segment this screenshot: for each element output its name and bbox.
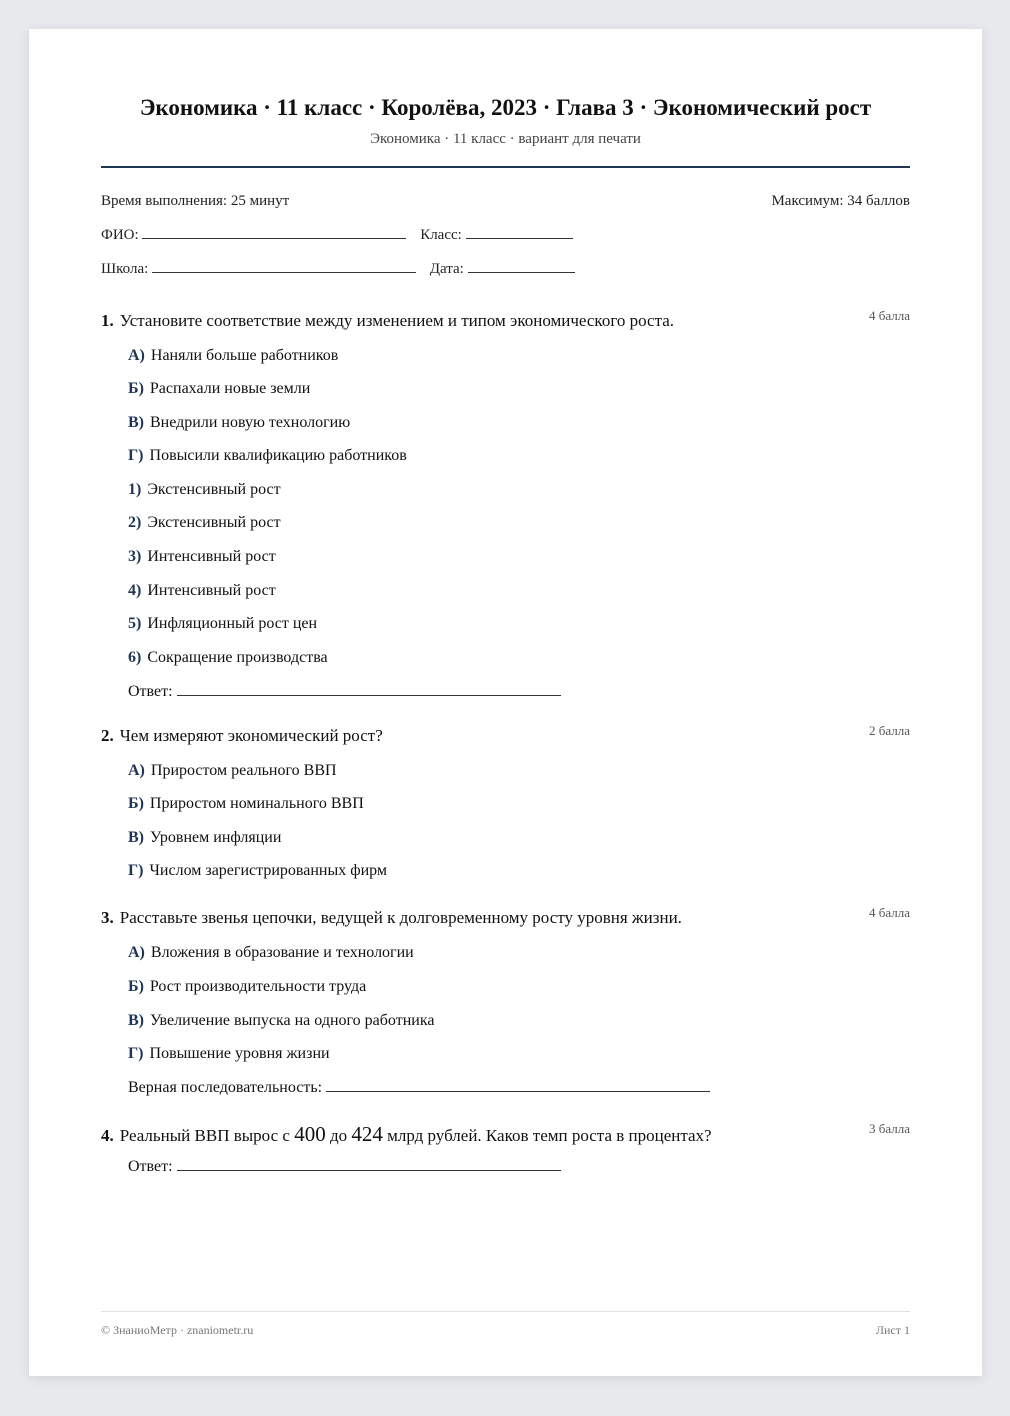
question-points: 2 балла [869,723,910,738]
question-3 [101,905,910,1096]
option-label: Г) [128,447,144,464]
question-head [101,308,910,331]
option-text: Вложения в образование и технологии [150,944,414,961]
option-text: Сокращение производства [147,649,328,666]
option-label: В) [128,1012,144,1029]
answer-label: Ответ: [128,1158,173,1175]
option-item [128,1045,330,1063]
number-from: 400 [294,1122,326,1146]
header-divider [101,166,910,168]
question-number: 2. [101,726,114,745]
date-label: Дата: [429,261,464,277]
question-4 [101,1121,910,1175]
option-text: Повысили квалификацию работников [149,447,407,464]
date-field[interactable] [468,260,575,273]
time-limit: Время выполнения: 25 минут [101,193,290,209]
option-text: Интенсивный рост [147,548,276,565]
option-item [128,380,310,398]
option-text: Числом зарегистрированных фирм [149,862,388,879]
fio-row [101,226,573,244]
question-number: 3. [101,908,114,927]
option-label: Б) [128,795,144,812]
option-item [128,944,414,962]
school-label: Школа: [101,261,149,277]
option-label: В) [128,829,144,846]
option-text: Распахали новые земли [149,380,311,397]
footer-divider [101,1311,910,1312]
option-item [128,481,281,499]
question-text-start: Реальный ВВП вырос с [119,1126,295,1145]
answer-row [128,683,561,701]
sequence-answer-field[interactable] [326,1079,710,1092]
question-points: 3 балла [869,1121,910,1136]
option-label: Б) [128,380,144,397]
question-text-end: млрд рублей. Каков темп роста в процентах? [382,1126,712,1145]
question-1 [101,308,910,700]
question-number: 1. [101,311,114,330]
max-score: Максимум: 34 баллов [771,193,910,209]
option-text: Внедрили новую технологию [150,414,351,431]
option-text: Рост производительности труда [149,978,367,995]
option-item [128,582,276,600]
option-label: 2) [128,514,142,531]
option-label: 4) [128,582,142,599]
option-item [128,795,364,813]
option-text: Уровнем инфляции [150,829,282,846]
option-label: А) [128,762,145,779]
question-text: Расставьте звенья цепочки, ведущей к долговременному росту уровня жизни. [119,908,682,927]
question-text-middle: до [325,1126,352,1145]
option-item [128,649,328,667]
number-to: 424 [351,1122,383,1146]
option-label: А) [128,944,145,961]
option-item [128,447,407,465]
option-item [128,762,337,780]
option-item [128,978,366,996]
option-label: Г) [128,1045,144,1062]
question-head [101,1122,910,1147]
sequence-answer-label: Верная последовательность: [128,1079,323,1096]
answer-label: Ответ: [128,683,173,700]
option-label: 6) [128,649,142,666]
question-head [101,723,910,746]
sequence-answer-row [128,1079,710,1097]
option-label: 1) [128,481,142,498]
page-subtitle: Экономика · 11 класс · вариант для печати [370,131,641,147]
answer-field[interactable] [177,1158,561,1171]
question-number: 4. [101,1126,114,1145]
school-field[interactable] [152,260,416,273]
option-item [128,414,350,432]
school-row [101,260,575,278]
class-label: Класс: [420,227,462,243]
option-item [128,862,387,880]
option-label: В) [128,414,144,431]
answer-field[interactable] [177,683,561,696]
worksheet-page [29,29,982,1376]
option-item [128,548,276,566]
option-text: Повышение уровня жизни [149,1045,330,1062]
option-text: Интенсивный рост [147,582,276,599]
question-points: 4 балла [869,308,910,323]
option-text: Наняли больше работников [150,347,339,364]
option-item [128,615,317,633]
option-label: Б) [128,978,144,995]
option-text: Приростом реального ВВП [150,762,337,779]
question-2 [101,723,910,879]
fio-field[interactable] [142,226,406,239]
option-text: Увеличение выпуска на одного работника [150,1012,435,1029]
option-item [128,829,281,847]
option-text: Приростом номинального ВВП [149,795,364,812]
option-item [128,1012,434,1030]
page-content [101,29,910,1376]
question-points: 4 балла [869,905,910,920]
option-text: Инфляционный рост цен [147,615,318,632]
question-text: Чем измеряют экономический рост? [119,726,383,745]
option-label: А) [128,347,145,364]
footer-copyright: © ЗнаниоМетр · znaniometr.ru [101,1323,254,1337]
option-item [128,347,338,365]
question-head [101,905,910,928]
option-text: Экстенсивный рост [147,481,281,498]
option-text: Экстенсивный рост [147,514,281,531]
question-text: Установите соответствие между изменением и типом экономического роста. [119,311,675,330]
option-item [128,514,281,532]
footer-page-number: Лист 1 [875,1323,910,1337]
option-label: 3) [128,548,142,565]
option-label: Г) [128,862,144,879]
class-field[interactable] [466,226,573,239]
page-title: Экономика · 11 класс · Королёва, 2023 · Глава 3 · Экономический рост [139,95,872,120]
fio-label: ФИО: [101,227,139,243]
option-label: 5) [128,615,142,632]
answer-row [128,1158,561,1176]
